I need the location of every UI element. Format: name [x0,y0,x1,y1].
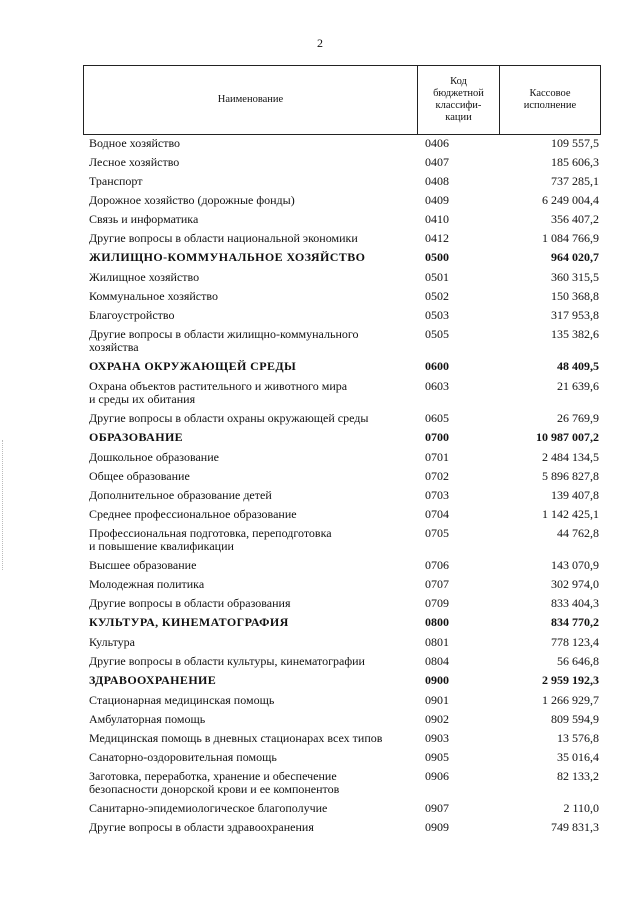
row-code: 0701 [425,450,449,464]
row-name-line: Профессиональная подготовка, переподготовка [89,526,332,540]
row-name-line: и среды их обитания [89,392,196,406]
row-name [83,694,423,713]
table-row [83,821,601,840]
row-amount: 139 407,8 [551,488,599,502]
row-name-line: Высшее образование [89,558,197,572]
row-name-line: Дополнительное образование детей [89,488,272,502]
row-amount: 2 959 192,3 [542,673,599,687]
row-name-line: Амбулаторная помощь [89,712,206,726]
row-name [83,821,423,840]
table-row [83,751,601,770]
row-name-line: Другие вопросы в области жилищно-коммунального [89,327,359,341]
row-name-line: ЗДРАВООХРАНЕНИЕ [89,673,217,687]
section-row [83,616,601,636]
row-code: 0406 [425,136,449,150]
row-name-line: Водное хозяйство [89,136,181,150]
row-name-line: Транспорт [89,174,143,188]
row-name [83,713,423,732]
row-code: 0707 [425,577,449,591]
row-name [83,732,423,751]
row-name-line: Другие вопросы в области культуры, кинематографии [89,654,365,668]
row-amount: 44 762,8 [557,526,599,540]
row-name [83,489,423,508]
row-name [83,175,423,194]
table-body [83,137,601,840]
table-row [83,713,601,732]
row-name-line: Благоустройство [89,308,175,322]
row-code: 0703 [425,488,449,502]
table-row [83,489,601,508]
row-name-line: Молодежная политика [89,577,205,591]
row-name [83,802,423,821]
row-code: 0801 [425,635,449,649]
row-name-line: хозяйства [89,340,139,354]
row-code: 0901 [425,693,449,707]
row-name-line: Санитарно-эпидемиологическое благополучие [89,801,328,815]
row-amount: 21 639,6 [557,379,599,393]
row-name [83,655,423,674]
row-code: 0906 [425,769,449,783]
row-name-line: Коммунальное хозяйство [89,289,218,303]
table-row [83,559,601,578]
table-header [83,65,601,135]
row-code: 0605 [425,411,449,425]
row-amount: 135 382,6 [551,327,599,341]
row-amount: 56 646,8 [557,654,599,668]
row-amount: 360 315,5 [551,270,599,284]
table-row [83,380,601,412]
row-amount: 2 110,0 [563,801,599,815]
row-amount: 964 020,7 [551,250,599,264]
section-row [83,251,601,271]
row-code: 0603 [425,379,449,393]
row-name [83,360,423,380]
table-row [83,156,601,175]
row-amount: 26 769,9 [557,411,599,425]
row-code: 0900 [425,673,449,687]
row-name [83,271,423,290]
row-amount: 749 831,3 [551,820,599,834]
row-amount: 10 987 007,2 [536,430,599,444]
row-amount: 82 133,2 [557,769,599,783]
row-name [83,578,423,597]
section-row [83,431,601,451]
table-row [83,137,601,156]
row-code: 0407 [425,155,449,169]
row-amount: 737 285,1 [551,174,599,188]
header-name-column: Наименование [84,66,418,134]
row-name [83,674,423,694]
row-code: 0700 [425,430,449,444]
table-row [83,597,601,616]
row-code: 0501 [425,270,449,284]
table-row [83,732,601,751]
header-code-line: классифи- [435,100,482,111]
row-name-line: Другие вопросы в области здравоохранения [89,820,314,834]
row-name [83,470,423,489]
row-name-line: Жилищное хозяйство [89,270,200,284]
table-row [83,328,601,360]
section-row [83,674,601,694]
table-row [83,290,601,309]
row-amount: 109 557,5 [551,136,599,150]
header-code-line: Код [450,76,467,87]
row-name-line: Лесное хозяйство [89,155,180,169]
page-number: 2 [317,36,323,50]
row-name [83,412,423,431]
scan-edge-mark [2,440,5,570]
row-name-line: безопасности донорской крови и ее компонентов [89,782,340,796]
row-name [83,451,423,470]
row-name [83,156,423,175]
row-name-line: Медицинская помощь в дневных стационарах всех типов [89,731,383,745]
header-amount-line: Кассовое [529,88,571,99]
row-amount: 143 070,9 [551,558,599,572]
row-name-line: Другие вопросы в области охраны окружающей среды [89,411,369,425]
table-row [83,194,601,213]
row-code: 0600 [425,359,449,373]
row-name-line: ОБРАЗОВАНИЕ [89,430,184,444]
row-code: 0804 [425,654,449,668]
row-name [83,597,423,616]
row-code: 0704 [425,507,449,521]
row-name [83,636,423,655]
row-name [83,380,423,412]
row-amount: 778 123,4 [551,635,599,649]
row-name [83,251,423,271]
row-amount: 150 368,8 [551,289,599,303]
row-name-line: КУЛЬТУРА, КИНЕМАТОГРАФИЯ [89,615,289,629]
row-amount: 48 409,5 [557,359,599,373]
row-name-line: Общее образование [89,469,190,483]
row-code: 0907 [425,801,449,815]
row-code: 0410 [425,212,449,226]
row-name [83,290,423,309]
table-row [83,232,601,251]
table-row [83,470,601,489]
row-name-line: Связь и информатика [89,212,199,226]
row-name-line: Дорожное хозяйство (дорожные фонды) [89,193,295,207]
row-name-line: Стационарная медицинская помощь [89,693,275,707]
row-amount: 317 953,8 [551,308,599,322]
row-name-line: Охрана объектов растительного и животного мира [89,379,348,393]
row-name-line: Культура [89,635,135,649]
row-code: 0800 [425,615,449,629]
table-row [83,271,601,290]
row-name [83,559,423,578]
row-amount: 1 266 929,7 [542,693,599,707]
table-row [83,527,601,559]
section-row [83,360,601,380]
row-name-line: Среднее профессиональное образование [89,507,297,521]
row-amount: 356 407,2 [551,212,599,226]
table-row [83,508,601,527]
row-code: 0408 [425,174,449,188]
row-amount: 833 404,3 [551,596,599,610]
row-code: 0500 [425,250,449,264]
row-name [83,431,423,451]
row-name [83,194,423,213]
row-name [83,328,423,360]
row-name [83,508,423,527]
table-row [83,309,601,328]
table-row [83,578,601,597]
table-row [83,451,601,470]
row-code: 0503 [425,308,449,322]
row-amount: 834 770,2 [551,615,599,629]
row-name [83,232,423,251]
row-code: 0702 [425,469,449,483]
row-amount: 1 084 766,9 [542,231,599,245]
row-code: 0505 [425,327,449,341]
row-name [83,751,423,770]
row-code: 0706 [425,558,449,572]
table-row [83,694,601,713]
row-name [83,309,423,328]
row-code: 0905 [425,750,449,764]
table-row [83,412,601,431]
header-amount-line: исполнение [523,100,577,111]
row-name-line: Дошкольное образование [89,450,219,464]
row-name-line: Санаторно-оздоровительная помощь [89,750,277,764]
row-amount: 1 142 425,1 [542,507,599,521]
row-name-line: Другие вопросы в области образования [89,596,291,610]
row-name [83,137,423,156]
row-code: 0709 [425,596,449,610]
row-code: 0705 [425,526,449,540]
header-amount-column [500,66,600,134]
row-code: 0902 [425,712,449,726]
row-code: 0412 [425,231,449,245]
header-code-column [418,66,500,134]
table-row [83,175,601,194]
row-name-line: Другие вопросы в области национальной экономики [89,231,358,245]
table-row [83,770,601,802]
row-name [83,213,423,232]
row-name [83,770,423,802]
header-code-line: бюджетной [433,88,484,99]
row-name [83,616,423,636]
row-amount: 302 974,0 [551,577,599,591]
row-amount: 13 576,8 [557,731,599,745]
row-code: 0909 [425,820,449,834]
row-name [83,527,423,559]
row-amount: 809 594,9 [551,712,599,726]
row-amount: 35 016,4 [557,750,599,764]
header-code-line: кации [445,112,472,123]
row-amount: 185 606,3 [551,155,599,169]
row-name-line: и повышение квалификации [89,539,234,553]
row-code: 0903 [425,731,449,745]
row-name-line: Заготовка, переработка, хранение и обеспечение [89,769,337,783]
row-name-line: ОХРАНА ОКРУЖАЮЩЕЙ СРЕДЫ [89,359,297,373]
table-row [83,213,601,232]
row-amount: 6 249 004,4 [542,193,599,207]
table-row [83,802,601,821]
row-code: 0502 [425,289,449,303]
row-amount: 5 896 827,8 [542,469,599,483]
row-code: 0409 [425,193,449,207]
row-amount: 2 484 134,5 [542,450,599,464]
table-row [83,655,601,674]
row-name-line: ЖИЛИЩНО-КОММУНАЛЬНОЕ ХОЗЯЙСТВО [89,250,366,264]
table-row [83,636,601,655]
